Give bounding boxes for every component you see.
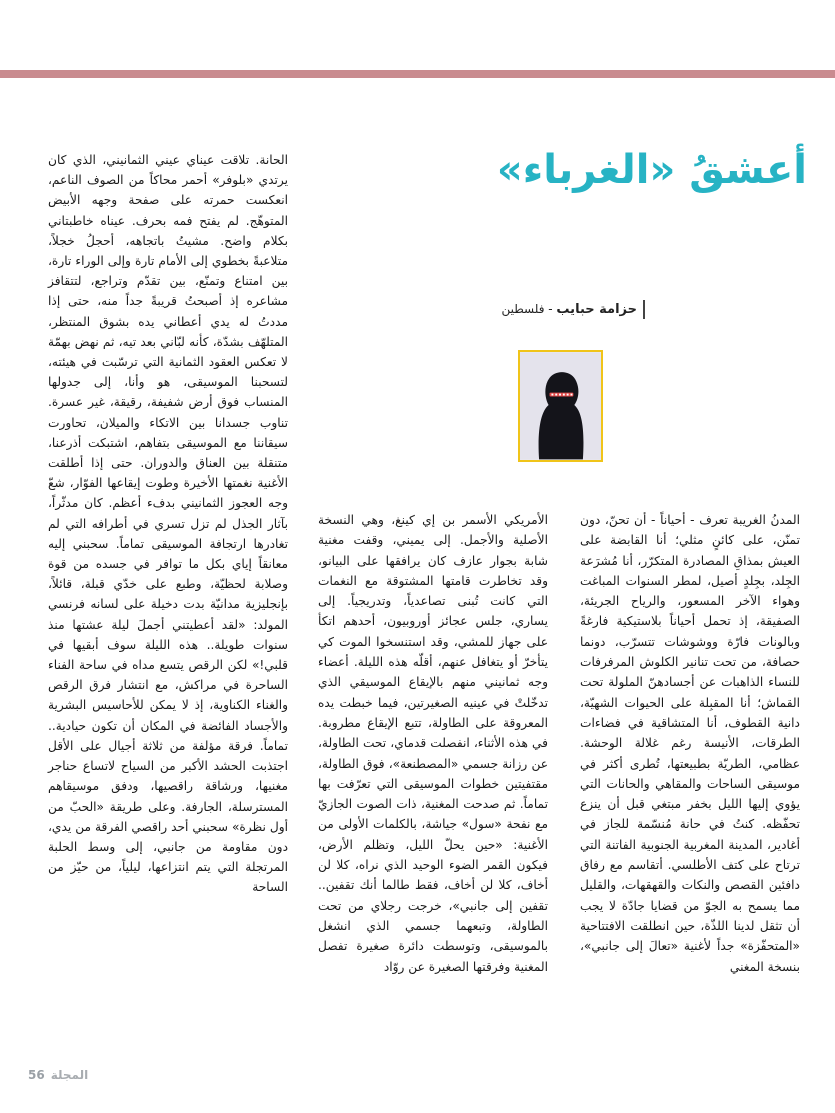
page-number: 56 (28, 1068, 45, 1082)
author-silhouette-image (520, 352, 601, 460)
article-column-right (580, 510, 800, 977)
article-column-middle (318, 510, 548, 977)
page-footer (28, 1068, 88, 1082)
author-name: حزامة حبايب (556, 302, 637, 317)
byline (501, 300, 645, 319)
top-rule (0, 70, 835, 78)
byline-separator: - (544, 302, 557, 316)
author-country: فلسطين (501, 302, 545, 316)
column-middle-text: الأمريكي الأسمر بن إي كينغ، وهي النسخة الأصلية والأجمل. إلى يميني، وقفت مغنية شابة بجوار عازف كان يرافقها على البيانو، وقد تخاطرت قامتها المشتوقة مع النغمات التي كانت تُبنى تصاعدياً، وتدريجياً. إلى يساري، جلس عجائز أوروبيون، أحدهم اتكأ على جهاز للمشي، وقد استنسخوا الموت كي يتأخرّ أو يتغافل عنهم، أقلّه هذه الليلة. أعضاء وجه ثمانيني منهم بالإيقاع الموسيقي الذي تدخّلتْ في عينيه الصغيرتين، فيما خبطت يده المعروقة على الطاولة، تتبع الإيقاع مطروبة. في هذه الأثناء، انفصلت قدماي، تحت الطاولة، عن رزانة جسمي «المصطنعة»، فوق الطاولة، مقتفيتين خطوات الموسيقى التي تعرّفت بها تماماً. ثم صدحت المغنية، ذات الصوت الجازيّ مع نفحة «سول» جياشة، بالكلمات الأولى من الأغنية: «حين يحلّ الليل، وتظلم الأرض، فيكون القمر الضوء الوحيد الذي نراه، كلا لن أخاف، كلا لن أخاف، فقط طالما أنك تقفين.. تقفين إلى جانبي»، خرجت رجلاي من تحت الطاولة، وتبعهما جسمي الذي انشغل بالموسيقى، وتوسطت دائرة صغيرة تفصل المغنية وفرقتها الصغيرة عن روّاد (318, 513, 548, 974)
column-left-text: الحانة. تلاقت عيناي عيني الثمانيني، الذي كان يرتدي «بلوفر» أحمر محاكاً من الصوف الناعم، انعكست حمرته على صفحة وجهه الأبيض المتوهّج. لم يفتح فمه بحرف. عيناه خاطبتاني بكلام واضح. مشيتُ باتجاهه، أحجلُ خجلاً، متلاعبةً بخطوي إلى الأمام تارة وإلى الوراء تارة، بين امتناع وتمنّع، بين تقدّم وتراجع، لتتقافز مشاعره إذ أصبحتُ قريبةً جداً منه، حتى إذا مددتُ له يدي أعطاني يده بشوق المنتظر، المتلهّف بشدّة، كأنه لبّاني بعد تيه، ثم نهض بهمّة لا تعكس العقود الثمانية التي ترسّبت في هيئته، لتسحبنا الموسيقى، هو وأنا، إلى جدولها المنساب فوق أرض شفيفة، رقيقة، غير عسرة. تناوب جسدانا بين الاتكاء والميلان، تحاورت سيقاننا مع الموسيقى بتفاهم، اشتبكت أذرعنا، متنقلة بين العناق والدوران. حتى إذا أطلقت الأغنية نغمتها الأخيرة وطوت إيقاعها الفوّار، شعّ وجه العجوز الثمانيني بدفء أعظم. كان مدثّراً، بآثار الجذل لم تزل تسري في أطرافه التي لم تغادرها ارتجافة الموسيقى تماماً. سحبني إليه معانقاً إياي بكل ما توافر في جسده من قوة وصلابة لحظيّة، وطبع على خدّي قبلة، قائلاً، بإنجليزية مدانيّة بدت دخيلة على لسانه فرنسي المولد: «لقد أعطيتني أجملَ ليلة عشتها منذ سنوات طويلة.. هذه الليلة سوف أبقيها في قلبي!» لكن الرقص يتسع مداه في ساحة الفناء الساحرة في مراكش، مع انتشار فرق الرقص والغناء الكناوية، إذ لا يمكن للأحاسيس البشرية والأجساد الفائضة في المكان أن تكون حيادية.. تماماً. فرقة مؤلفة من ثلاثة أجيال على الأقل اجتذبت الحشد الأكبر من السياح لاتساع حناجر مغنيها، ورشاقة راقصيها، ودفق موسيقاهم المسترسلة، الجارفة. وعلى طريقة «الحبّ من أول نظرة» سحبني أحد راقصي الفرقة من يدي، دون مقاومة من جانبي، إلى وسط الحلبة المرتجلة التي يتم انتزاعها، ليلياً، من حيّز من الساحة (48, 153, 288, 895)
column-right-text: المدنُ الغريبة تعرف - أحياناً - أن تحنّ، دون تمنّن، على كائنٍ مثلي؛ أنا القابضة على العيش بمذاقِ المصادرة المتكرّر، أنا مُشرَعة الجِلد، بجِلدٍ أصيل، لمطر السنوات المباغت وهواء الآخر المسعور، والرياح الجريئة، الصفيقة، إذ تحمل أحياناً بلاستيكية فارغةً وبالونات فارّة ووشوشات تتسرّب، دونما حصافة، من تحت تنانير الكلوش المرفرفات للنساء الذاهبات عن أجسادهنّ الملولة تحت القماش؛ أنا المقبِلة على الحيوات الشهيّة، دانية القطوف، أنا المتشاقية في فضاءات الطرقات، الأنيسة رغم غلالة الوحشة. عظامي، الطريّة بطبيعتها، تُطرى أكثر في موسيقى الساحات والمقاهي والحانات التي يؤوي إليها الليل بخفر مبتغي قبل أن ينزع تحفّظه. كنتُ في حانة مُنسّمة للجاز في أغادير، المدينة المغربية الجنوبية الفاتنة التي ترتاح على كتف الأطلسي. أتقاسم مع رفاق دافئين القصص والنكات والقهقهات، والقليل مما يسمح به الجوّ من قضايا جادّة لا يجب أن تثقل لدينا اللذّة، حين انطلقت الافتتاحية «المتحفّزة» جداً لأغنية «تعالَ إلى جانبي»، بنسخة المغني (580, 513, 800, 974)
magazine-logo: المجلة (50, 1068, 89, 1082)
author-photo (518, 350, 603, 462)
article-title: أعشقُ «الغرباء» (496, 147, 807, 193)
article-column-left (48, 150, 288, 898)
